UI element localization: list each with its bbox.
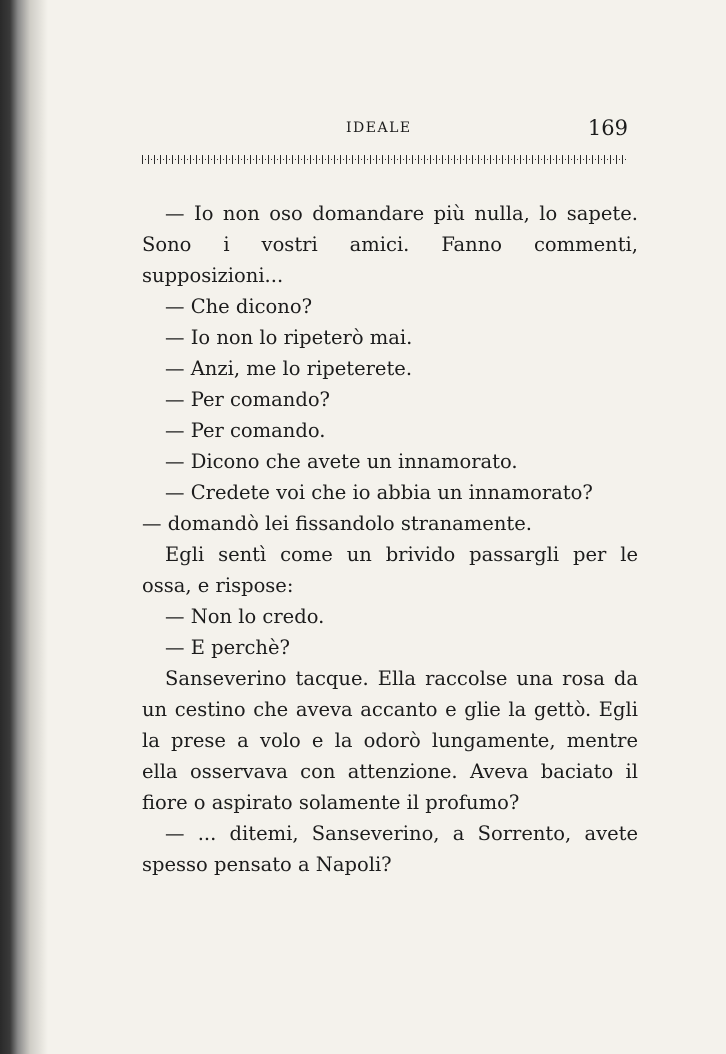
paragraph: Sanseverino tacque. Ella raccolse una rosa da un cestino che aveva accanto e glie la gettò. Egli la prese a volo e la odorò lungamente, mentre ella osservava con attenzione. Aveva baciato il fiore o aspirato solamente il profumo? [142, 667, 638, 814]
paragraph: — Dicono che avete un innamorato. [165, 450, 518, 473]
paragraph: — E perchè? [165, 636, 290, 659]
page-number: 169 [587, 116, 628, 140]
book-binding-shadow [0, 0, 48, 1054]
paragraph: — Io non lo ripeterò mai. [165, 326, 413, 349]
paragraph: — Io non oso domandare più nulla, lo sapete. Sono i vostri amici. Fanno commenti, supposizioni... [142, 202, 638, 287]
paragraph: — domandò lei fissandolo stranamente. [142, 512, 532, 535]
running-title: IDEALE [346, 120, 412, 136]
paragraph: — ... ditemi, Sanseverino, a Sorrento, avete spesso pensato a Napoli? [142, 822, 638, 876]
paragraph: — Anzi, me lo ripeterete. [165, 357, 413, 380]
paragraph: — Credete voi che io abbia un innamorato? [165, 481, 593, 504]
text-body [142, 198, 638, 880]
paragraph: — Per comando. [165, 419, 326, 442]
book-page [142, 0, 638, 1054]
running-head [142, 116, 638, 142]
paragraph: — Non lo credo. [165, 605, 325, 628]
paragraph: Egli sentì come un brivido passargli per le ossa, e rispose: [142, 543, 638, 597]
paragraph: — Per comando? [165, 388, 331, 411]
paragraph: — Che dicono? [165, 295, 313, 318]
ornamental-rule [142, 155, 626, 164]
